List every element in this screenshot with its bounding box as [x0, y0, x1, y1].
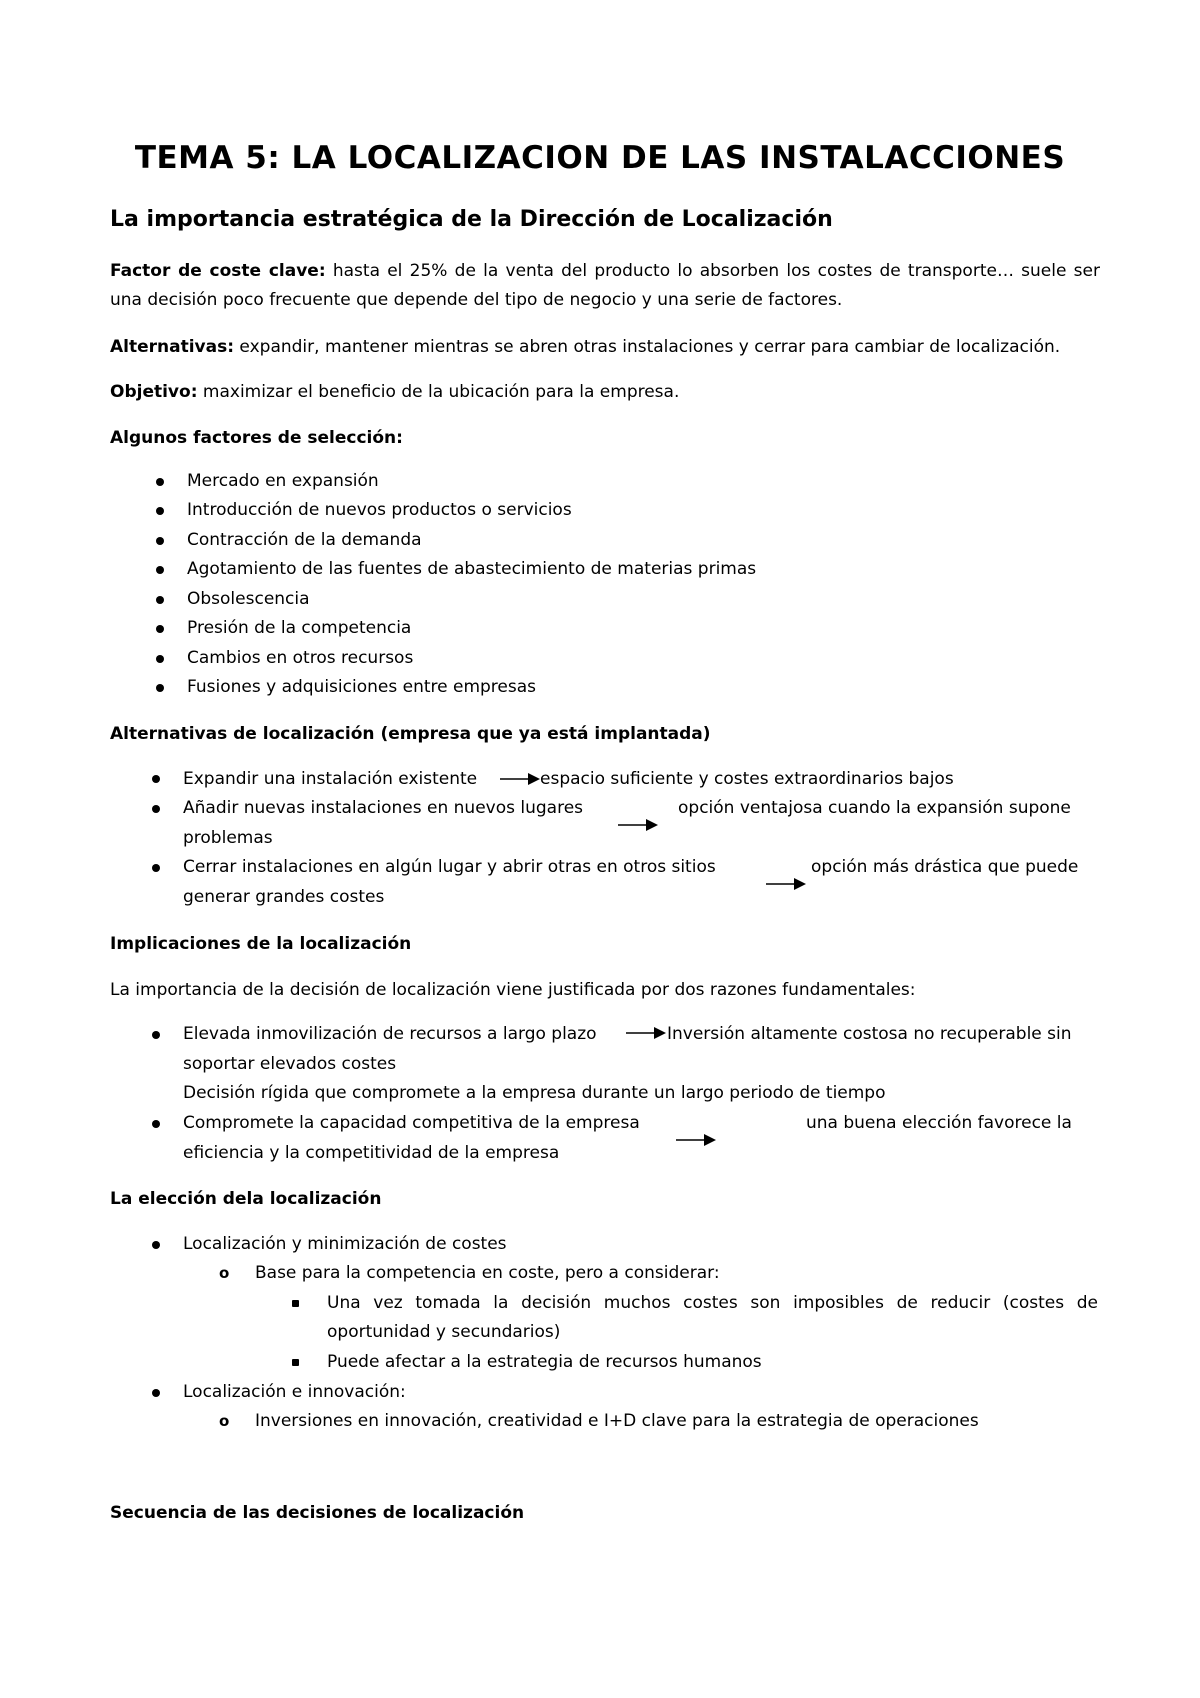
square-bullet-icon: [292, 1300, 299, 1307]
implicacion-item-left: Elevada inmovilización de recursos a largo plazo: [183, 1024, 597, 1044]
implicacion-item-right: una buena elección favorece la: [806, 1113, 1072, 1133]
arrow-right-icon: [618, 818, 658, 832]
eleccion-subsubitem: Una vez tomada la decisión muchos costes son imposibles de reducir (costes de: [327, 1293, 1098, 1313]
bullet-icon: [156, 566, 164, 574]
alt-loc-item-right: opción más drástica que puede: [811, 857, 1079, 877]
implicacion-item-left: Compromete la capacidad competitiva de la empresa: [183, 1113, 640, 1133]
paragraph-objetivo: [110, 378, 1100, 407]
alt-loc-item-left: Expandir una instalación existente: [183, 769, 478, 789]
bullet-icon: [152, 1241, 160, 1249]
bullet-icon: [156, 655, 164, 663]
implicaciones-heading: Implicaciones de la localización: [110, 934, 412, 954]
list-item: Mercado en expansión: [187, 471, 379, 491]
list-item: Contracción de la demanda: [187, 530, 422, 550]
bullet-icon: [152, 805, 160, 813]
arrow-right-icon: [500, 772, 540, 786]
eleccion-subitem: Inversiones en innovación, creatividad e I+D clave para la estrategia de operaciones: [255, 1411, 979, 1431]
implicacion-item-continuation: Decisión rígida que compromete a la empresa durante un largo periodo de tiempo: [183, 1083, 886, 1103]
bullet-icon: [156, 625, 164, 633]
factor-label: Factor de coste clave:: [110, 261, 326, 281]
implicacion-item-continuation: eficiencia y la competitividad de la empresa: [183, 1143, 560, 1163]
list-item: Cambios en otros recursos: [187, 648, 414, 668]
bullet-icon: [152, 1120, 160, 1128]
objetivo-text: maximizar el beneficio de la ubicación para la empresa.: [197, 382, 680, 402]
alt-loc-item-right: opción ventajosa cuando la expansión supone: [678, 798, 1071, 818]
alt-loc-item-left: Cerrar instalaciones en algún lugar y abrir otras en otros sitios: [183, 857, 716, 877]
bullet-icon: [156, 537, 164, 545]
list-item: Obsolescencia: [187, 589, 310, 609]
factor-text: hasta el 25% de la venta del producto lo absorben los costes de transporte… suele ser una decisión poco frecuente que depende del tipo de negocio y una serie de factores.: [110, 261, 1100, 310]
eleccion-item: Localización e innovación:: [183, 1382, 406, 1402]
section-heading-importancia: La importancia estratégica de la Dirección de Localización: [110, 207, 833, 232]
bullet-icon: [156, 507, 164, 515]
implicacion-item-right: Inversión altamente costosa no recuperable sin: [667, 1024, 1072, 1044]
eleccion-subsubitem: Puede afectar a la estrategia de recursos humanos: [327, 1352, 762, 1372]
arrow-right-icon: [766, 877, 806, 891]
objetivo-label: Objetivo:: [110, 382, 198, 402]
bullet-icon: [156, 684, 164, 692]
bullet-icon: [152, 1389, 160, 1397]
alt-loc-item-right: espacio suficiente y costes extraordinarios bajos: [540, 769, 954, 789]
eleccion-heading: La elección dela localización: [110, 1189, 382, 1209]
implicacion-item-continuation: soportar elevados costes: [183, 1054, 397, 1074]
alt-loc-item-left: Añadir nuevas instalaciones en nuevos lugares: [183, 798, 584, 818]
bullet-icon: [152, 864, 160, 872]
alt-loc-item-continuation: problemas: [183, 828, 273, 848]
paragraph-alternativas: [110, 333, 1100, 362]
square-bullet-icon: [292, 1359, 299, 1366]
bullet-icon: [152, 1031, 160, 1039]
bullet-icon: [156, 596, 164, 604]
bullet-icon: [152, 775, 160, 783]
eleccion-subsubitem-continuation: oportunidad y secundarios): [327, 1322, 561, 1342]
eleccion-item: Localización y minimización de costes: [183, 1234, 507, 1254]
circle-bullet-icon: o: [219, 1412, 230, 1430]
circle-bullet-icon: o: [219, 1264, 230, 1282]
arrow-right-icon: [626, 1026, 666, 1040]
factores-heading: Algunos factores de selección:: [110, 428, 403, 448]
list-item: Agotamiento de las fuentes de abastecimiento de materias primas: [187, 559, 757, 579]
eleccion-subitem: Base para la competencia en coste, pero a considerar:: [255, 1263, 720, 1283]
list-item: Presión de la competencia: [187, 618, 412, 638]
alternativas-label: Alternativas:: [110, 337, 235, 357]
alternativas-text: expandir, mantener mientras se abren otras instalaciones y cerrar para cambiar de localización.: [234, 337, 1061, 357]
alt-loc-item-continuation: generar grandes costes: [183, 887, 385, 907]
list-item: Fusiones y adquisiciones entre empresas: [187, 677, 536, 697]
implicaciones-intro: La importancia de la decisión de localización viene justificada por dos razones fundamentales:: [110, 980, 916, 1000]
list-item: Introducción de nuevos productos o servicios: [187, 500, 572, 520]
secuencia-heading: Secuencia de las decisiones de localización: [110, 1503, 525, 1523]
arrow-right-icon: [676, 1133, 716, 1147]
alt-loc-heading: Alternativas de localización (empresa que ya está implantada): [110, 724, 711, 744]
page-title: TEMA 5: LA LOCALIZACION DE LAS INSTALACCIONES: [134, 140, 1066, 176]
paragraph-factor: [110, 257, 1100, 315]
bullet-icon: [156, 478, 164, 486]
